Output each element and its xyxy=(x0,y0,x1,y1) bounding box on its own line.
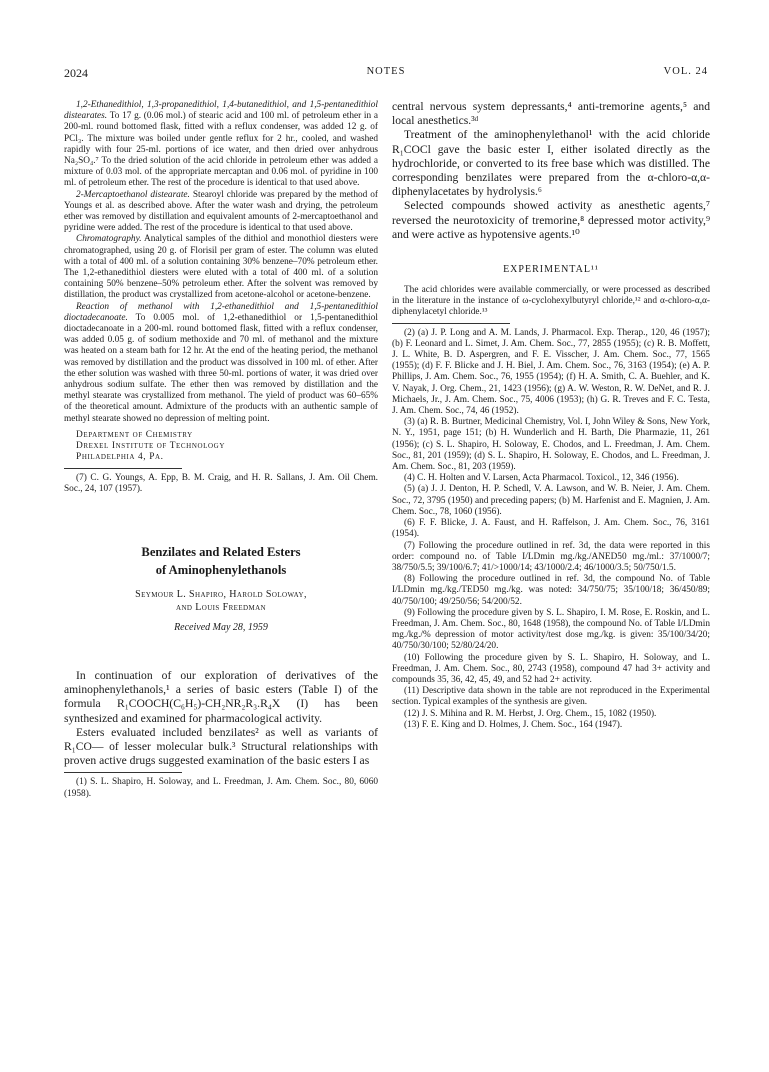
received-date: Received May 28, 1959 xyxy=(174,621,268,633)
footnote-7: (7) C. G. Youngs, A. Epp, B. M. Craig, and H. R. Sallans, J. Am. Oil Chem. Soc., 24, 107 (1957). xyxy=(64,472,378,494)
authors-line: Seymour L. Shapiro, Harold Soloway, xyxy=(135,588,307,600)
intro-paragraph: Esters evaluated included benzilates² as well as variants of R₁CO— of lesser molecular bulk.³ Structural relationships with proven active drugs suggested examination of the basic esters I as xyxy=(64,725,378,768)
footnote: (9) Following the procedure given by S. L. Shapiro, I. M. Rose, E. Roskin, and L. Freedman, J. Am. Chem. Soc., 80, 1648 (1958), the compound No. of Table I/LDmin mg./kg./% depression of motor activity/test dose mg./kg. is given: 35/100/34/20; 40/750/30/100; 52/80/24/20. xyxy=(392,607,710,652)
authors-line: and Louis Freedman xyxy=(176,601,266,613)
volume-label: VOL. 24 xyxy=(663,66,708,77)
paragraph-body: Analytical samples of the dithiol and monothiol diesters were chromatographed, using 20 g. of Florisil per gram of ester. The column was eluted with a total of 400 ml. of a solution containing 30% benzene–70% petroleum ether. The 1,2-ethanedithiol diesters were eluted with a total of 400 ml. of a solution containing 50% benzene–50% petroleum ether. After the solvent was removed by distillation, the product was crystallized from acetone-alcohol or acetone-benzene. xyxy=(64,234,378,301)
footnote: (7) Following the procedure outlined in ref. 3d, the data were reported in this order: compound no. of Table I/LDmin mg./kg./ANED50 mg./ml.: 37/1000/7; 38/750/5.5; 39/100/6.7; 41/>1000/14; 43/1000/2.4; 46/1000/3.5; 50/750/1.5. xyxy=(392,540,710,573)
article-authors xyxy=(64,588,378,614)
article-title-line: Benzilates and Related Esters xyxy=(141,544,301,559)
paragraph-body: Stearoyl chloride was prepared by the method of Youngs et al. as described above. After the water wash and drying, the petroleum ether was removed by distillation and equivalent amounts of 2-mercaptoethanol and pyridine were added. The rest of the procedure is identical to that used above. xyxy=(64,189,378,234)
author-address xyxy=(64,430,378,464)
body-paragraph: central nervous system depressants,⁴ anti-tremorine agents,⁵ and local anesthetics.³ᵈ xyxy=(392,100,710,128)
footnote: (2) (a) J. P. Long and A. M. Lands, J. Pharmacol. Exp. Therap., 120, 46 (1957); (b) F. Leonard and L. Simet, J. Am. Chem. Soc., 77, 2855 (1955); (c) R. B. Moffett, J. L. White, B. D. Aspergren, and F. E. Visscher, J. Am. Chem. Soc., 77, 1565 (1955); (d) F. F. Blicke and J. H. Biel, J. Am. Chem. Soc., 76, 3163 (1954); (e) A. P. Phillips, J. Am. Chem. Soc., 76, 1955 (1954); (f) H. A. Smith, C. A. Buehler, and K. V. Nayak, J. Org. Chem., 21, 1423 (1956); (g) A. W. Weston, R. W. DeNet, and R. J. Michaels, Jr., J. Am. Chem. Soc., 75, 4006 (1953); (h) G. R. Treves and F. C. Testa, J. Am. Chem. Soc., 74, 46 (1952). xyxy=(392,327,710,417)
paragraph-title: 2-Mercaptoethanol distearate. xyxy=(76,189,190,200)
section-title: NOTES xyxy=(366,66,406,77)
paragraph-body: To 17 g. (0.06 mol.) of stearic acid and 100 ml. of petroleum ether in a 200-ml. round bottomed flask, fitted with a reflux condenser, was added 12 g. of PCl₃. The mixture was boiled under gentle reflux for 2 hr., cooled, and washed rapidly with four 25-ml. portions of ice water, and then dried over anhydrous Na₂SO₄.⁷ To the dried solution of the acid chloride in petroleum ether was added a mixture of 0.03 mol. of the appropriate mercaptan and 0.06 mol. of pyridine in 100 ml. of petroleum ether. The rest of the procedure is identical to that used above. xyxy=(64,111,378,189)
address-line: Department of Chemistry xyxy=(76,429,193,440)
footnote: (11) Descriptive data shown in the table are not reproduced in the Experimental section. Typical examples of the synthesis are given. xyxy=(392,686,710,708)
paragraph-methanol-reaction xyxy=(64,302,378,425)
paragraph-mercaptoethanol xyxy=(64,190,378,235)
paragraph-chromatography xyxy=(64,234,378,301)
address-line: Philadelphia 4, Pa. xyxy=(76,452,164,463)
body-paragraph: Treatment of the aminophenylethanol¹ with the acid chloride R₁COCl gave the basic ester I, either isolated directly as the hydrochloride, or converted to its free base which was distilled. The corresponding benzilates were prepared from the α-chloro-α,α-diphenylacetates by hydrolysis.⁶ xyxy=(392,128,710,199)
footnote-rule xyxy=(64,772,182,773)
intro-paragraph: In continuation of our exploration of derivatives of the aminophenylethanols,¹ a series of basic esters (Table I) of the formula R₁COOCH(C₆H₅)-CH₂NR₂R₃.R₄X (I) has been synthesized and examined for pharmacological activity. xyxy=(64,668,378,725)
footnotes-list xyxy=(392,328,710,731)
article-title-line: of Aminophenylethanols xyxy=(155,562,287,577)
footnote: (3) (a) R. B. Burtner, Medicinal Chemistry, Vol. I, John Wiley & Sons, New York, N. Y., 1951, page 151; (b) H. Wunderlich and H. Barth, Die Pharmazie, 11, 261 (1956); (c) S. L. Shapiro, H. Soloway, E. Chodos, and L. Freedman, J. Am. Chem. Soc., 81, 201 (1959); (d) S. L. Shapiro, H. Soloway, E. Chodos, and L. Freedman, J. Am. Chem. Soc., 81, 203 (1959). xyxy=(392,417,710,473)
paragraph-body: To 0.005 mol. of 1,2-ethanedithiol or 1,5-pentanedithiol dioctadecanoate in a 200-ml. round bottomed flask, fitted with a reflux condenser, was added 0.05 g. of sodium methoxide and 70 ml. of methanol and the mixture was heated on a steam bath for 12 hr. At the end of the heating period, the methanol was removed by distillation and the product was dissolved in 100 ml. of ether. After the ether solution was washed with three 50-ml. portions of water, it was dried over anhydrous sodium sulfate. The ether then was removed by distillation and the methyl stearate was crystallized from methanol. The yield of product was 60–65% of the theoretical amount. Admixture of the products with an authentic sample of methyl stearate showed no depression of melting point. xyxy=(64,312,378,424)
footnote: (4) C. H. Holten and V. Larsen, Acta Pharmacol. Toxicol., 12, 346 (1956). xyxy=(404,473,679,484)
article-title xyxy=(64,543,378,579)
page-number: 2024 xyxy=(64,66,88,80)
right-column xyxy=(392,100,710,1040)
section-heading-experimental: EXPERIMENTAL¹¹ xyxy=(503,264,599,276)
footnote-1: (1) S. L. Shapiro, H. Soloway, and L. Freedman, J. Am. Chem. Soc., 80, 6060 (1958). xyxy=(64,777,378,799)
left-column xyxy=(64,100,378,1040)
experimental-paragraph: The acid chlorides were available commercially, or were processed as described in the literature in the instance of ω-cyclohexylbutyryl chloride,¹² and α-chloro-α,α-diphenylacetyl chloride.¹³ xyxy=(392,285,710,318)
body-paragraph: Selected compounds showed activity as anesthetic agents,⁷ reversed the neurotoxicity of tremorine,⁸ depressed motor activity,⁹ and were active as hypotensive agents.¹⁰ xyxy=(392,199,710,241)
running-head xyxy=(64,66,708,82)
paragraph-title: 1,2-Ethanedithiol, 1,3-propanedithiol, 1,4-butanedithiol, and 1,5-pentanedithiol distearates. xyxy=(64,100,378,122)
footnote: (5) (a) J. J. Denton, H. P. Schedl, V. A. Lawson, and W. B. Neier, J. Am. Chem. Soc., 72, 3795 (1950) and preceding papers; (b) M. Harfenist and E. Magnien, J. Am. Chem. Soc., 78, 1060 (1956). xyxy=(392,484,710,517)
paragraph-distearates xyxy=(64,100,378,190)
footnote-rule xyxy=(64,468,182,469)
footnote: (6) F. F. Blicke, J. A. Faust, and H. Raffelson, J. Am. Chem. Soc., 76, 3161 (1954). xyxy=(392,518,710,540)
footnote-rule xyxy=(392,323,510,324)
footnote: (12) J. S. Mihina and R. M. Herbst, J. Org. Chem., 15, 1082 (1950). xyxy=(404,708,657,719)
paragraph-title: Reaction of methanol with 1,2-ethanedithiol and 1,5-pentanedithiol dioctadecanoate. xyxy=(64,301,378,323)
address-line: Drexel Institute of Technology xyxy=(76,441,225,452)
paragraph-title: Chromatography. xyxy=(76,234,142,245)
footnote: (8) Following the procedure outlined in ref. 3d, the compound No. of Table I/LDmin mg./kg./TED50 mg./kg. was noted: 34/750/75; 35/100/18; 36/450/89; 40/750/100; 49/250/56; 54/200/52. xyxy=(392,574,710,607)
footnote: (13) F. E. King and D. Holmes, J. Chem. Soc., 164 (1947). xyxy=(404,719,623,730)
footnote: (10) Following the procedure given by S. L. Shapiro, H. Soloway, and L. Freedman, J. Am. Chem. Soc., 80, 2743 (1958), compound 47 had 3+ activity and compounds 35, 36, 42, 45, 49, and 52 had 2+ activity. xyxy=(392,652,710,685)
